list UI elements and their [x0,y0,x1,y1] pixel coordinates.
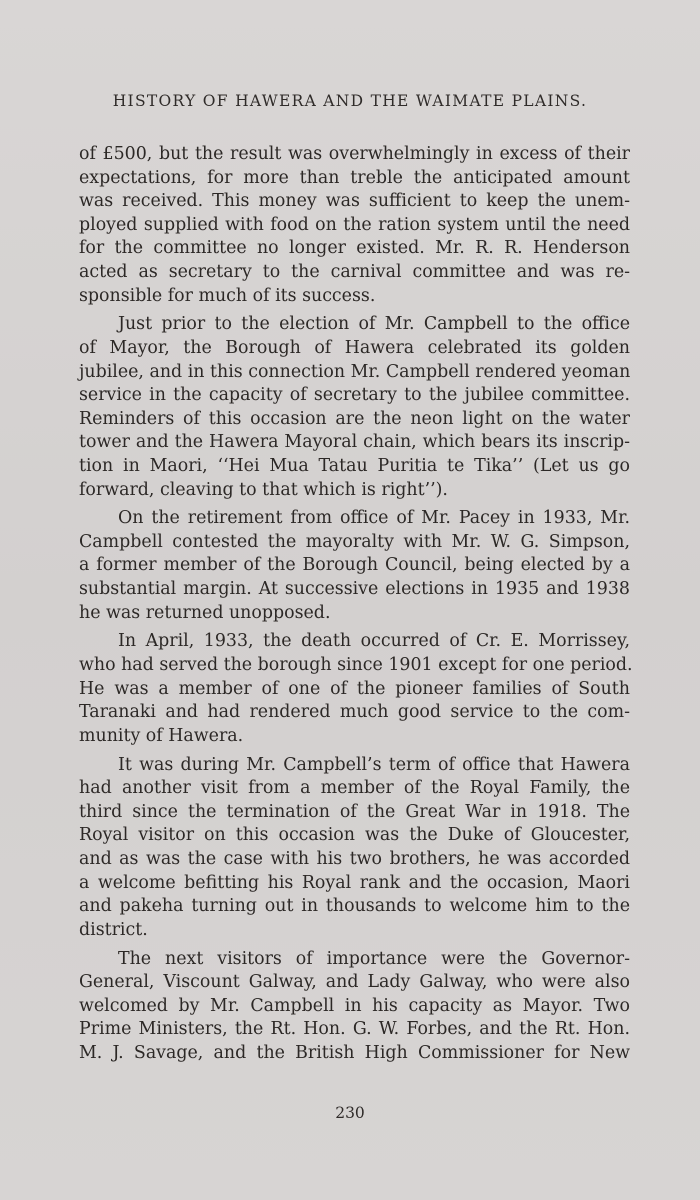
paragraph [79,507,630,625]
text-line: was received. This money was sufficient to keep the unem- [79,191,630,212]
text-line: Just prior to the election of Mr. Campbell to the office [118,314,630,335]
text-line: substantial margin. At successive elections in 1935 and 1938 [79,579,630,600]
text-line: M. J. Savage, and the British High Commissioner for New [79,1042,630,1063]
body-text [79,143,633,1071]
paragraph [79,143,630,308]
text-line: a former member of the Borough Council, being elected by a [79,555,630,576]
text-line: expectations, for more than treble the anticipated amount [79,167,630,188]
running-head: HISTORY OF HAWERA AND THE WAIMATE PLAINS. [112,92,588,110]
text-line: munity of Hawera. [79,725,244,746]
text-line: tower and the Hawera Mayoral chain, which bears its inscrip- [79,432,630,453]
text-line: Campbell contested the mayoralty with Mr. W. G. Simpson, [79,531,630,552]
paragraph [79,754,630,943]
text-line: district. [79,919,148,940]
text-line: In April, 1933, the death occurred of Cr. E. Morrissey, [118,631,630,652]
text-line: and pakeha turning out in thousands to welcome him to the [79,896,630,917]
text-line: service in the capacity of secretary to the jubilee committee. [79,385,630,406]
text-line: He was a member of one of the pioneer families of South [79,678,630,699]
text-line: and as was the case with his two brothers, he was accorded [79,848,630,869]
text-line: a welcome befitting his Royal rank and the occasion, Maori [79,872,630,893]
text-line: third since the termination of the Great War in 1918. The [79,801,630,822]
text-line: for the committee no longer existed. Mr. R. R. Henderson [79,238,630,259]
text-line: he was returned unopposed. [79,602,331,623]
paragraph [79,630,633,748]
text-line: On the retirement from office of Mr. Pacey in 1933, Mr. [118,508,630,529]
text-line: ployed supplied with food on the ration system until the need [79,214,630,235]
text-line: Royal visitor on this occasion was the Duke of Gloucester, [79,825,630,846]
paragraph [79,948,630,1066]
text-line: forward, cleaving to that which is right’’). [79,479,448,500]
text-line: of £500, but the result was overwhelmingly in excess of their [79,144,630,164]
text-line: It was during Mr. Campbell’s term of office that Hawera [118,754,630,775]
text-line: General, Viscount Galway, and Lady Galway, who were also [79,972,630,993]
page-number: 230 [335,1104,365,1122]
text-line: sponsible for much of its success. [79,285,376,306]
text-line: welcomed by Mr. Campbell in his capacity as Mayor. Two [79,995,630,1016]
paragraph [79,313,630,502]
text-line: who had served the borough since 1901 except for one period. [79,655,633,676]
text-line: had another visit from a member of the Royal Family, the [79,778,630,799]
text-line: Taranaki and had rendered much good service to the com- [79,702,630,723]
text-line: of Mayor, the Borough of Hawera celebrated its golden [79,337,630,358]
text-line: acted as secretary to the carnival committee and was re- [79,261,630,282]
text-line: Reminders of this occasion are the neon light on the water [79,408,630,429]
text-line: The next visitors of importance were the Governor- [118,948,630,969]
text-line: jubilee, and in this connection Mr. Campbell rendered yeoman [79,361,631,382]
text-line: Prime Ministers, the Rt. Hon. G. W. Forbes, and the Rt. Hon. [79,1019,630,1040]
text-line: tion in Maori, ‘‘Hei Mua Tatau Puritia te Tika’’ (Let us go [79,455,630,476]
